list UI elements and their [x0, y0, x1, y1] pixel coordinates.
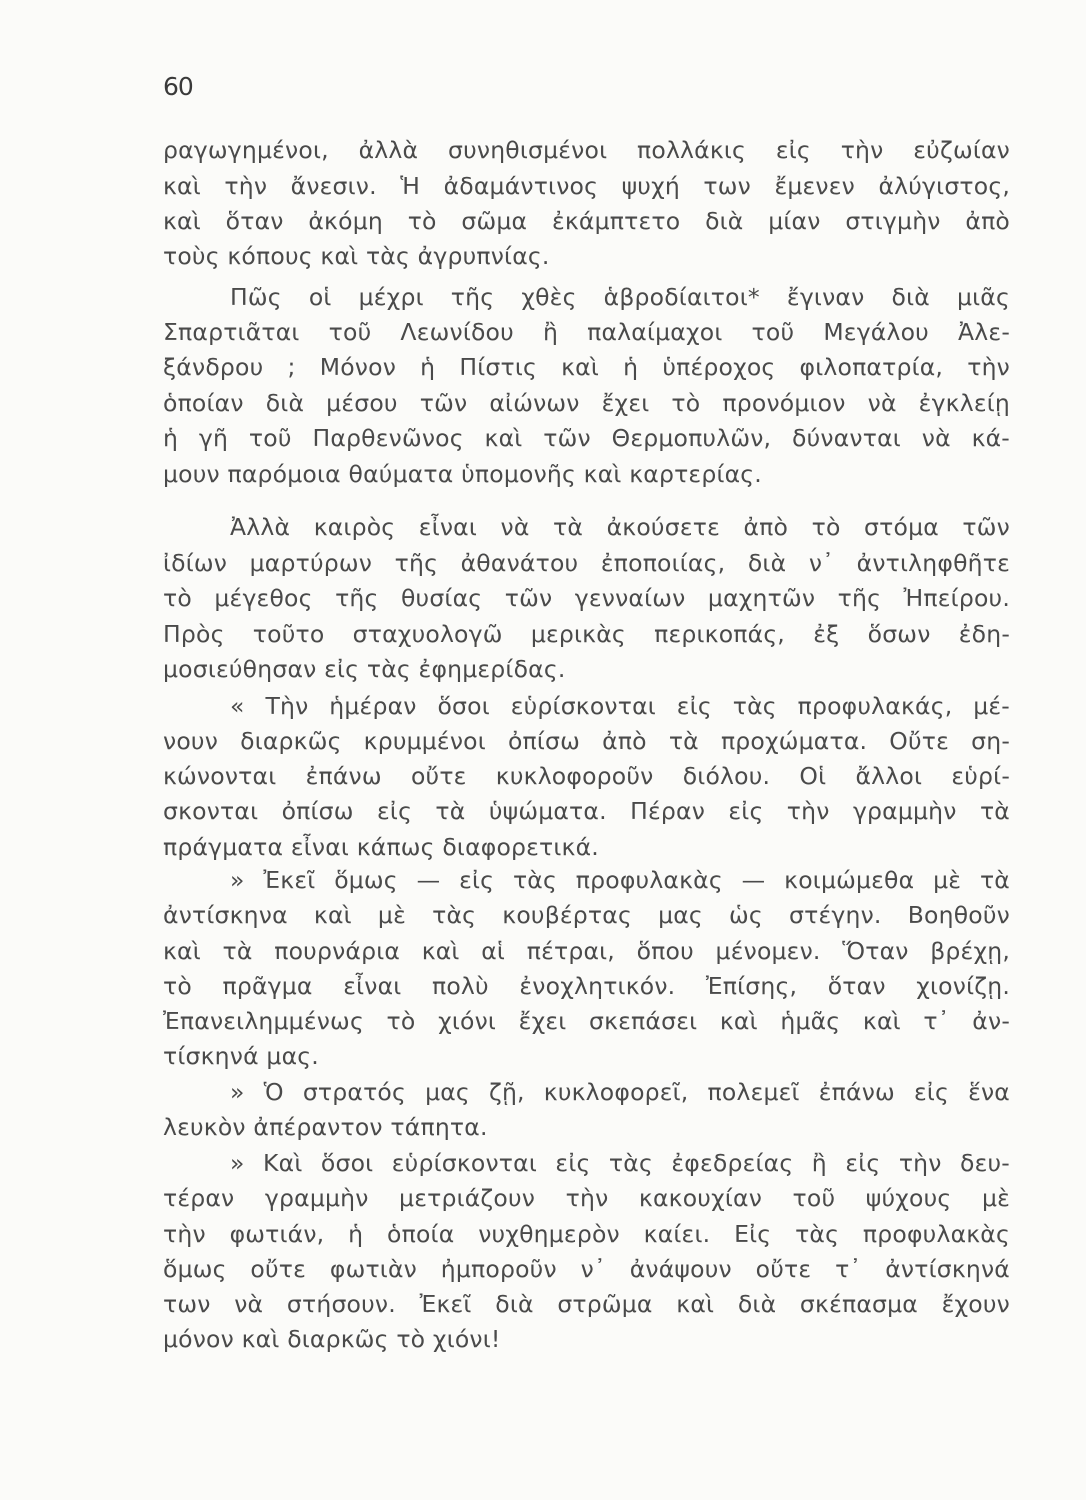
text-line: μουν παρόμοια θαύματα ὑπομονῆς καὶ καρτερίας.: [163, 460, 762, 488]
text-line: ραγωγημένοι, ἀλλὰ συνηθισμένοι πολλάκις εἰς τὴν εὐζωίαν: [163, 136, 1010, 164]
text-line: των νὰ στήσουν. Ἐκεῖ διὰ στρῶμα καὶ διὰ σκέπασμα ἔχουν: [163, 1290, 1010, 1318]
text-line: τοὺς κόπους καὶ τὰς ἀγρυπνίας.: [163, 242, 550, 270]
text-line: ὅμως οὔτε φωτιὰν ἠμποροῦν ν᾽ ἀνάψουν οὔτε τ᾽ ἀντίσκηνά: [163, 1255, 1010, 1283]
text-line: » Καὶ ὅσοι εὑρίσκονται εἰς τὰς ἐφεδρείας ἢ εἰς τὴν δευ-: [230, 1149, 1010, 1177]
text-line: Ἐπανειλημμένως τὸ χιόνι ἔχει σκεπάσει καὶ ἡμᾶς καὶ τ᾽ ἀν-: [163, 1007, 1010, 1035]
text-line: κώνονται ἐπάνω οὔτε κυκλοφοροῦν διόλου. Οἱ ἄλλοι εὑρί-: [163, 762, 1010, 790]
text-line: τέραν γραμμὴν μετριάζουν τὴν κακουχίαν τοῦ ψύχους μὲ: [163, 1184, 1010, 1212]
text-line: νουν διαρκῶς κρυμμένοι ὀπίσω ἀπὸ τὰ προχώματα. Οὔτε ση-: [163, 727, 1010, 755]
text-line: καὶ τὰ πουρνάρια καὶ αἱ πέτραι, ὅπου μένομεν. Ὅταν βρέχῃ,: [163, 937, 1010, 965]
text-line: καὶ ὅταν ἀκόμη τὸ σῶμα ἐκάμπτετο διὰ μίαν στιγμὴν ἀπὸ: [163, 207, 1010, 235]
page-number: 60: [163, 72, 193, 101]
text-line: « Τὴν ἡμέραν ὅσοι εὑρίσκονται εἰς τὰς προφυλακάς, μέ-: [230, 692, 1010, 720]
text-line: ἰδίων μαρτύρων τῆς ἀθανάτου ἐποποιίας, διὰ ν᾽ ἀντιληφθῆτε: [163, 549, 1010, 577]
text-line: πράγματα εἶναι κάπως διαφορετικά.: [163, 833, 599, 861]
text-line: τὴν φωτιάν, ἡ ὁποία νυχθημερὸν καίει. Εἰς τὰς προφυλακὰς: [163, 1220, 1010, 1248]
text-line: μόνον καὶ διαρκῶς τὸ χιόνι!: [163, 1325, 501, 1353]
text-line: » Ὁ στρατός μας ζῇ, κυκλοφορεῖ, πολεμεῖ ἐπάνω εἰς ἕνα: [230, 1078, 1010, 1106]
text-line: Πῶς οἱ μέχρι τῆς χθὲς ἁβροδίαιτοι* ἔγιναν διὰ μιᾶς: [230, 283, 1010, 311]
text-line: » Ἐκεῖ ὅμως — εἰς τὰς προφυλακὰς — κοιμώμεθα μὲ τὰ: [230, 866, 1010, 894]
text-line: μοσιεύθησαν εἰς τὰς ἐφημερίδας.: [163, 655, 566, 683]
text-line: Σπαρτιᾶται τοῦ Λεωνίδου ἢ παλαίμαχοι τοῦ Μεγάλου Ἀλε-: [163, 318, 1010, 346]
text-line: ἀντίσκηνα καὶ μὲ τὰς κουβέρτας μας ὡς στέγην. Βοηθοῦν: [163, 901, 1010, 929]
text-line: λευκὸν ἀπέραντον τάπητα.: [163, 1113, 488, 1141]
text-line: Ἀλλὰ καιρὸς εἶναι νὰ τὰ ἀκούσετε ἀπὸ τὸ στόμα τῶν: [230, 513, 1010, 541]
text-line: σκονται ὀπίσω εἰς τὰ ὑψώματα. Πέραν εἰς τὴν γραμμὴν τὰ: [163, 797, 1010, 825]
text-line: Πρὸς τοῦτο σταχυολογῶ μερικὰς περικοπάς, ἐξ ὅσων ἐδη-: [163, 620, 1010, 648]
text-line: τίσκηνά μας.: [163, 1042, 319, 1070]
text-line: τὸ μέγεθος τῆς θυσίας τῶν γενναίων μαχητῶν τῆς Ἠπείρου.: [163, 584, 1010, 612]
text-line: ἡ γῆ τοῦ Παρθενῶνος καὶ τῶν Θερμοπυλῶν, δύνανται νὰ κά-: [163, 424, 1010, 452]
text-line: τὸ πρᾶγμα εἶναι πολὺ ἐνοχλητικόν. Ἐπίσης, ὅταν χιονίζῃ.: [163, 972, 1010, 1000]
text-line: ξάνδρου ; Μόνον ἡ Πίστις καὶ ἡ ὑπέροχος φιλοπατρία, τὴν: [163, 353, 1010, 381]
text-line: ὁποίαν διὰ μέσου τῶν αἰώνων ἔχει τὸ προνόμιον νὰ ἐγκλείῃ: [163, 389, 1010, 417]
text-line: καὶ τὴν ἄνεσιν. Ἡ ἀδαμάντινος ψυχή των ἔμενεν ἀλύγιστος,: [163, 172, 1010, 200]
